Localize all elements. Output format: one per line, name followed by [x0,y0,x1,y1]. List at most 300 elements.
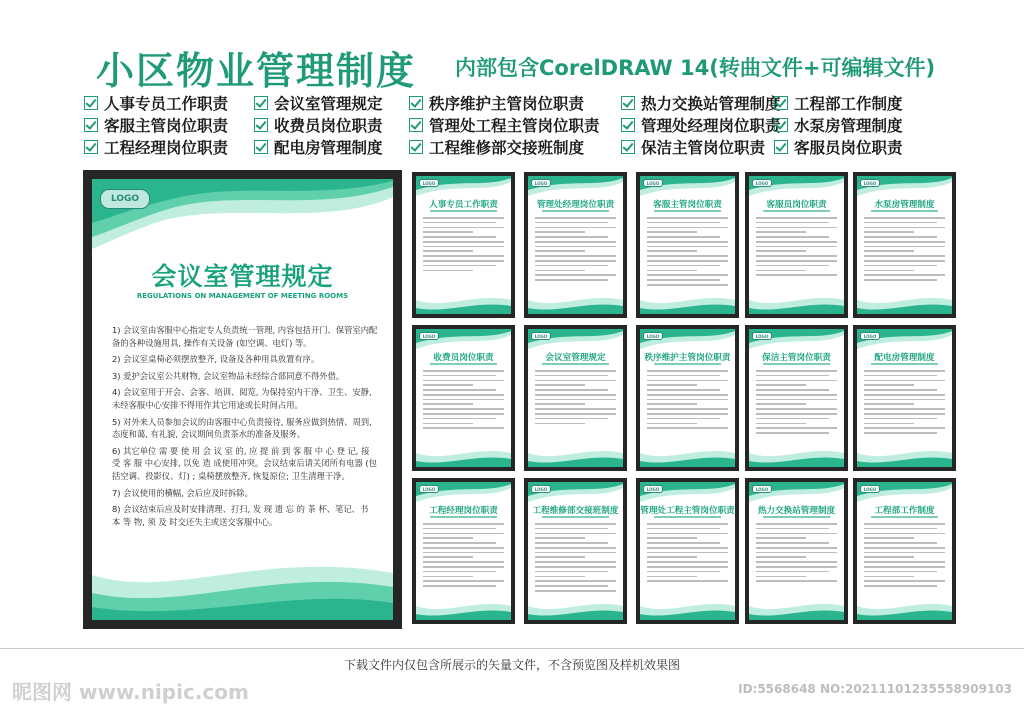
text-line [864,399,945,401]
text-line [864,370,945,372]
small-board-subtitle-bar [430,516,497,518]
text-line [423,375,496,377]
text-line [647,370,728,372]
text-line [756,394,837,396]
contents-item-label: 配电房管理制度 [274,139,383,157]
checkbox-icon [254,118,268,132]
text-line [535,418,608,420]
text-line [423,246,504,248]
text-line [423,255,504,257]
small-board-subtitle-bar [871,516,938,518]
text-line [864,227,945,229]
contents-item-label: 水泵房管理制度 [794,117,903,135]
text-line [647,580,728,582]
small-board-subtitle-bar [763,210,830,212]
text-lines [647,370,728,432]
main-board [92,179,393,620]
text-line [756,274,837,276]
text-line [423,533,504,535]
wave-bottom-decoration [416,443,511,467]
logo: LOGO [643,485,663,493]
text-line [756,427,837,429]
contents-item [254,92,383,114]
small-board-subtitle-bar [430,210,497,212]
text-line [423,408,504,410]
text-line [864,418,937,420]
small-board-frame [412,172,515,318]
text-line [756,423,806,425]
small-board-frame [853,172,956,318]
contents-item-label: 工程维修部交接班制度 [429,139,585,157]
contents-item-label: 秩序维护主管岗位职责 [429,95,585,113]
small-board-subtitle-bar [542,516,609,518]
text-line [864,427,945,429]
wave-bottom-decoration [640,290,735,314]
text-line [864,274,945,276]
text-lines [864,523,945,590]
text-line [423,217,504,219]
text-line [756,533,837,535]
text-line [423,260,504,262]
rule-item: 2) 会议室桌椅必须摆放整齐, 设备及各种用具放置有序。 [112,354,320,365]
text-line [864,241,945,243]
text-line [647,576,697,578]
contents-item [84,92,228,114]
text-line [864,408,945,410]
small-board-frame [745,478,848,624]
text-line [756,552,837,554]
text-line [864,547,945,549]
logo: LOGO [643,179,663,187]
text-line [535,552,616,554]
text-line [535,537,585,539]
wave-bottom-decoration [749,290,844,314]
text-line [423,427,504,429]
text-line [535,370,616,372]
text-line [864,580,945,582]
text-line [864,217,945,219]
rule-item: 7) 会议使用的横幅, 会后应及时拆除。 [112,487,253,498]
rule-item: 3) 爱护会议室公共财物, 会议室物品未经综合部同意不得外借。 [112,370,345,381]
text-line [423,265,496,267]
text-line [864,537,914,539]
text-line [647,571,720,573]
small-board-frame [524,172,627,318]
text-line [756,547,837,549]
contents-item [621,92,781,114]
text-line [864,389,937,391]
text-line [647,389,720,391]
wave-bottom-decoration [528,443,623,467]
checkbox-icon [409,118,423,132]
text-line [864,561,945,563]
board-subtitle: REGULATIONS ON MANAGEMENT OF MEETING ROOMS [136,292,349,300]
text-line [647,227,728,229]
contents-item [774,114,903,136]
text-line [864,571,937,573]
text-line [756,537,806,539]
rule-item: 4) 会议室用于开会、会客、培训、阅览, 为保持室内干净、卫生、安静, 未经客服中心安排不得用作其它用途或长时间占用。 [112,387,372,410]
text-line [864,556,914,558]
text-line [535,547,616,549]
text-line [756,556,806,558]
contents-item [774,136,903,158]
main-board-frame [83,170,402,629]
text-line [423,380,504,382]
text-line [423,231,473,233]
text-line [864,403,914,405]
wave-bottom-decoration [92,545,393,620]
text-line [864,423,914,425]
small-board [857,329,952,467]
text-line [647,523,728,525]
contents-item-label: 工程经理岗位职责 [104,139,229,157]
text-line [423,556,473,558]
small-board [749,176,844,314]
text-line [535,394,616,396]
text-line [756,403,806,405]
small-board-title: 收费员岗位职责 [433,353,494,363]
text-line [864,231,914,233]
text-line [864,265,937,267]
text-line [756,576,806,578]
text-line [756,418,829,420]
text-line [535,556,585,558]
text-line [423,528,496,530]
text-line [864,250,914,252]
contents-item [774,92,903,114]
wave-bottom-decoration [416,290,511,314]
rule-item: 6) 其它单位 需 要 使 用 会 议 室 的, 应 提 前 到 客 服 中 心 登 记, 接 受 客 服 中心安排, 以免 造 成使用冲突。会议结束后请关闭所有电器 (包括空调、投影仪、灯) ; 桌椅摆放整齐, 恢复原位; 卫生清理干净。 [112,445,377,481]
watermark-id: ID:5568648 NO:20211101235558909103 [738,682,1012,696]
text-line [756,566,837,568]
text-line [864,576,914,578]
text-line [756,231,806,233]
text-line [423,250,473,252]
small-board [857,482,952,620]
small-board-title: 秩序维护主管岗位职责 [644,353,731,363]
small-board-subtitle-bar [871,210,938,212]
small-board [528,176,623,314]
rule-item: 1) 会议室由客服中心指定专人负责统一管理, 内容包括开门、保管室内配备的各种设施用具, 操作有关设备 (如空调、电灯) 等。 [112,325,378,348]
text-line [756,384,806,386]
text-line [756,260,837,262]
contents-item [84,136,228,158]
wave-bottom-decoration [857,443,952,467]
watermark-left: 昵图网 www.nipic.com [12,680,249,704]
contents-item [254,114,383,136]
text-lines [756,217,837,279]
small-board-frame [524,478,627,624]
text-line [756,561,837,563]
wave-bottom-decoration [416,596,511,620]
text-line [647,542,720,544]
text-line [423,566,504,568]
text-line [864,236,937,238]
text-line [647,427,728,429]
text-line [756,217,837,219]
logo: LOGO [531,179,551,187]
text-line [535,246,616,248]
small-board-subtitle-bar [430,363,497,365]
small-board [640,482,735,620]
contents-item-label: 会议室管理规定 [274,95,383,113]
text-line [423,370,504,372]
contents-item-label: 热力交换站管理制度 [641,95,781,113]
text-line [756,250,806,252]
text-line [864,375,937,377]
text-line [423,399,504,401]
wave-bottom-decoration [857,290,952,314]
logo: LOGO [419,179,439,187]
contents-item [409,136,584,158]
contents-item-label: 收费员岗位职责 [274,117,383,135]
text-line [756,528,829,530]
text-line [756,270,806,272]
checkbox-icon [409,96,423,110]
text-line [647,533,728,535]
text-line [647,241,728,243]
text-line [864,380,945,382]
small-board-frame [412,478,515,624]
text-line [535,227,616,229]
board-title: 会议室管理规定 [151,262,334,291]
checkbox-icon [84,96,98,110]
text-line [756,255,837,257]
small-board-title: 管理处工程主管岗位职责 [640,506,735,516]
text-line [535,542,608,544]
small-board-title: 工程经理岗位职责 [429,506,498,516]
text-line [647,566,728,568]
text-line [864,255,945,257]
text-line [535,408,616,410]
wave-bottom-decoration [640,443,735,467]
text-line [647,528,720,530]
text-line [647,384,697,386]
contents-item-label: 工程部工作制度 [794,95,903,113]
text-line [864,542,937,544]
logo: LOGO [643,332,663,340]
small-board-frame [636,478,739,624]
text-line [535,413,616,415]
rule-item: 5) 对外来人员参加会议的由客服中心负责接待, 服务应做到热情、周到, 态度和蔼, 有礼貌, 会议期间负责茶水的准备及服务。 [112,416,372,440]
contents-list [84,92,944,158]
text-line [423,561,504,563]
text-line [423,403,473,405]
small-board-title: 水泵房管理制度 [874,200,935,210]
small-board-frame [524,325,627,471]
text-line [423,576,473,578]
text-line [864,246,945,248]
text-line [756,241,837,243]
text-line [423,236,496,238]
text-line [864,533,945,535]
text-lines [864,370,945,437]
small-board [528,329,623,467]
checkbox-icon [621,96,635,110]
text-line [864,270,914,272]
checkbox-icon [621,140,635,154]
text-line [423,384,473,386]
checkbox-icon [254,96,268,110]
wave-bottom-decoration [857,596,952,620]
contents-item-label: 客服主管岗位职责 [104,117,229,135]
text-line [756,227,837,229]
text-line [647,561,728,563]
text-line [864,222,937,224]
text-line [647,552,728,554]
text-line [756,399,837,401]
text-line [756,542,829,544]
checkbox-icon [774,118,788,132]
text-line [864,585,937,587]
text-line [535,241,616,243]
text-line [647,217,728,219]
logo: LOGO [860,332,880,340]
text-line [864,432,937,434]
text-line [535,255,616,257]
text-line [535,561,616,563]
small-board [749,482,844,620]
text-line [864,528,937,530]
text-line [864,523,945,525]
text-line [756,571,829,573]
text-line [647,279,720,281]
small-board-frame [412,325,515,471]
small-board-subtitle-bar [542,210,609,212]
text-line [423,547,504,549]
text-line [864,394,945,396]
small-board-title: 保洁主管岗位职责 [762,353,831,363]
text-line [535,399,616,401]
page-title: 小区物业管理制度 [96,49,417,93]
text-line [756,222,829,224]
contents-item [409,92,584,114]
small-board-subtitle-bar [654,516,721,518]
text-lines [756,370,837,437]
checkbox-icon [774,140,788,154]
text-line [647,537,697,539]
logo: LOGO [531,485,551,493]
text-line [535,423,585,425]
text-line [535,250,585,252]
text-line [756,375,829,377]
text-line [535,403,585,405]
text-line [535,222,608,224]
text-line [535,571,608,573]
text-line [647,231,697,233]
small-board [857,176,952,314]
text-line [756,246,837,248]
small-board-title: 会议室管理规定 [545,353,606,363]
text-line [423,227,504,229]
text-line [647,399,728,401]
text-line [423,270,473,272]
small-board-subtitle-bar [542,363,609,365]
small-board-frame [636,325,739,471]
text-line [423,523,504,525]
text-line [423,389,496,391]
text-line [535,375,608,377]
contents-item-label: 保洁主管岗位职责 [641,139,766,157]
text-line [756,380,837,382]
text-line [423,241,504,243]
text-line [423,537,473,539]
text-lines [864,217,945,284]
wave-bottom-decoration [528,596,623,620]
text-line [423,580,504,582]
text-line [647,423,697,425]
small-board [640,329,735,467]
text-line [647,265,720,267]
text-line [423,423,473,425]
small-board [640,176,735,314]
logo: LOGO [860,179,880,187]
small-board-title: 工程部工作制度 [874,506,935,516]
small-board-frame [636,172,739,318]
text-line [535,279,608,281]
checkbox-icon [774,96,788,110]
small-board-frame [853,325,956,471]
text-lines [647,217,728,289]
text-line [647,250,697,252]
contents-item [84,114,228,136]
text-line [423,552,504,554]
contents-item-label: 人事专员工作职责 [104,95,229,113]
wave-bottom-decoration [528,290,623,314]
small-board-frame [853,478,956,624]
text-line [535,231,585,233]
text-line [647,255,728,257]
checkbox-icon [621,118,635,132]
small-board-subtitle-bar [654,363,721,365]
checkbox-icon [84,118,98,132]
small-board-title: 管理处经理岗位职责 [536,200,615,210]
text-line [864,552,945,554]
text-lines [535,217,616,284]
text-line [756,413,837,415]
small-board-subtitle-bar [871,363,938,365]
text-line [423,413,504,415]
text-line [647,284,728,286]
text-line [756,236,829,238]
contents-item-label: 管理处工程主管岗位职责 [429,117,600,135]
logo: LOGO [752,485,772,493]
text-line [535,580,616,582]
text-line [535,590,616,592]
text-lines [423,523,504,590]
small-board-title: 配电房管理制度 [874,353,935,363]
text-line [535,533,616,535]
small-board [416,176,511,314]
small-board-title: 热力交换站管理制度 [757,506,836,516]
text-line [756,265,829,267]
small-board-subtitle-bar [763,516,830,518]
text-line [864,260,945,262]
logo: LOGO [752,179,772,187]
small-board-title: 客服主管岗位职责 [653,200,722,210]
text-line [756,389,829,391]
text-line [423,222,496,224]
text-line [647,222,720,224]
small-board-title: 人事专员工作职责 [429,200,498,210]
page-subtitle: 内部包含CorelDRAW 14(转曲文件+可编辑文件) [455,56,936,80]
text-lines [647,523,728,585]
text-line [756,432,829,434]
text-line [647,408,728,410]
text-line [864,566,945,568]
text-line [535,274,616,276]
